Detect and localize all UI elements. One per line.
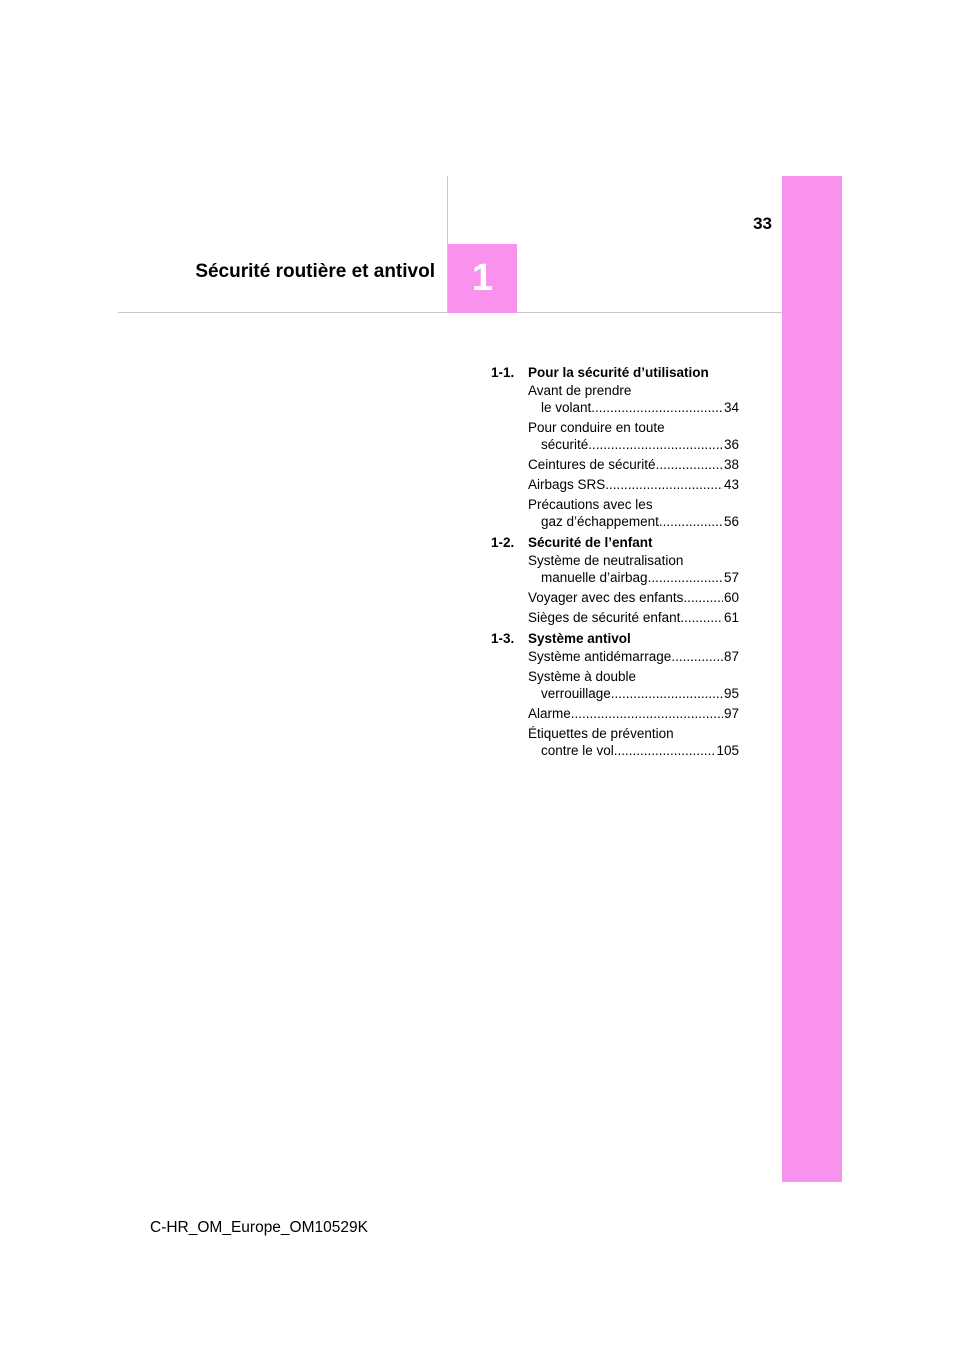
toc-entry[interactable] <box>528 496 739 530</box>
dot-leader <box>571 705 723 722</box>
toc-entry-text: manuelle d’airbag <box>541 570 648 585</box>
toc-page-number: 87 <box>723 649 739 664</box>
toc-page-number: 105 <box>716 743 739 758</box>
toc-entry-text: Système antidémarrage <box>528 649 672 664</box>
toc-section-heading[interactable] <box>491 630 739 648</box>
dot-leader <box>656 456 723 473</box>
dot-leader <box>680 609 723 626</box>
document-code-footer: C-HR_OM_Europe_OM10529K <box>150 1219 368 1236</box>
dot-leader <box>611 685 723 702</box>
toc-entry-text: gaz d’échappement <box>541 514 659 529</box>
toc-page-number: 97 <box>723 706 739 721</box>
dot-leader <box>671 648 723 665</box>
toc-entry-text: Airbags SRS <box>528 477 606 492</box>
toc-section-title: Sécurité de l’enfant <box>528 535 653 550</box>
toc-entry-text: Voyager avec des enfants <box>528 590 684 605</box>
toc-section-number: 1-1. <box>491 365 515 380</box>
chapter-number-box: 1 <box>448 244 517 313</box>
chapter-side-tab <box>782 176 842 1182</box>
toc-section-heading[interactable] <box>491 364 739 382</box>
toc-entry[interactable] <box>528 419 739 453</box>
dot-leader <box>648 569 723 586</box>
toc-entry-text: Alarme <box>528 706 571 721</box>
toc-entry[interactable] <box>528 456 739 473</box>
toc-page-number: 95 <box>723 686 739 701</box>
toc-entry-text: contre le vol <box>541 743 614 758</box>
dot-leader <box>659 513 723 530</box>
toc-entry-text: Pour conduire en toute <box>528 420 665 435</box>
toc-entry[interactable] <box>528 476 739 493</box>
toc-section-number: 1-3. <box>491 631 515 646</box>
table-of-contents <box>491 364 739 763</box>
toc-section <box>491 534 739 626</box>
toc-section-heading[interactable] <box>491 534 739 552</box>
toc-page-number: 38 <box>723 457 739 472</box>
toc-entry-text: Précautions avec les <box>528 497 653 512</box>
toc-entry-text: verrouillage <box>541 686 611 701</box>
page-number: 33 <box>753 214 772 233</box>
toc-entry[interactable] <box>528 382 739 416</box>
toc-entry[interactable] <box>528 589 739 606</box>
chapter-title: Sécurité routière et antivol <box>195 261 435 282</box>
toc-entry-text: Étiquettes de prévention <box>528 726 674 741</box>
toc-page-number: 36 <box>723 437 739 452</box>
toc-page-number: 34 <box>723 400 739 415</box>
toc-entry-text: le volant <box>541 400 592 415</box>
toc-entry-text: Système de neutralisation <box>528 553 684 568</box>
dot-leader <box>683 589 723 606</box>
toc-section <box>491 364 739 530</box>
toc-entry[interactable] <box>528 648 739 665</box>
toc-entry[interactable] <box>528 609 739 626</box>
toc-entry[interactable] <box>528 552 739 586</box>
toc-entry-text: Avant de prendre <box>528 383 632 398</box>
toc-page-number: 43 <box>723 477 739 492</box>
toc-entry[interactable] <box>528 725 739 759</box>
toc-entry-text: Système à double <box>528 669 637 684</box>
toc-entry-text: Ceintures de sécurité <box>528 457 656 472</box>
toc-entry[interactable] <box>528 705 739 722</box>
dot-leader <box>605 476 723 493</box>
toc-page-number: 57 <box>723 570 739 585</box>
toc-entry-text: Sièges de sécurité enfant <box>528 610 681 625</box>
toc-section-title: Système antivol <box>528 631 631 646</box>
dot-leader <box>588 436 723 453</box>
toc-page-number: 56 <box>723 514 739 529</box>
toc-entry-text: sécurité <box>541 437 589 452</box>
toc-section-title: Pour la sécurité d’utilisation <box>528 365 709 380</box>
toc-entry[interactable] <box>528 668 739 702</box>
toc-section-number: 1-2. <box>491 535 515 550</box>
dot-leader <box>591 399 723 416</box>
toc-page-number: 60 <box>723 590 739 605</box>
toc-page-number: 61 <box>723 610 739 625</box>
toc-section <box>491 630 739 759</box>
dot-leader <box>614 742 716 759</box>
